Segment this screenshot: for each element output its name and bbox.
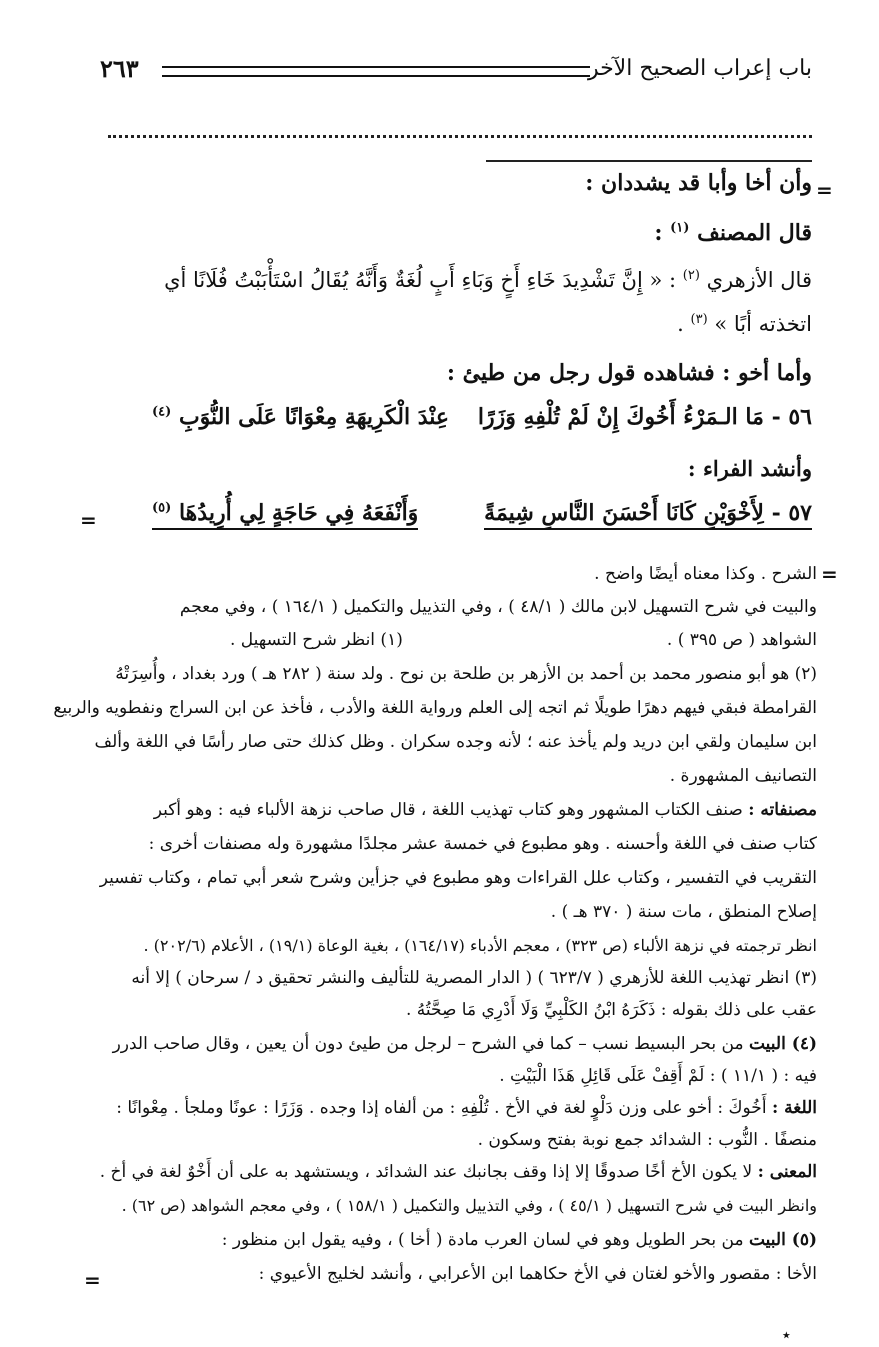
quote-end: . [677,312,684,336]
footnote-line: كتاب صنف في اللغة وأحسنه . وهو مطبوع في خمسة عشر مجلدًا مشهورة وله مصنفات أخرى : [148,834,817,854]
footnote-3-line: (٣) انظر تهذيب اللغة للأزهري ( ٦٢٣/٧ ) ( الدار المصرية للتأليف والنشر تحقيق د / سرحان ) إلا أنه [131,968,817,988]
footnote-line: والبيت في شرح التسهيل لابن مالك ( ٤٨/١ ) ، وفي التذييل والتكميل ( ١٦٤/١ ) ، وفي معجم [179,597,817,617]
footnote-5-line [222,1230,817,1250]
footnote-line [154,800,817,820]
footnote-line: ابن سليمان ولقي ابن دريد ولم يأخذ عنه ؛ لأنه وجده سكران . وظل كذلك حتى صار رأسًا في اللغة وألف [94,732,817,752]
quote-continuation: اتخذته أبًا » [714,312,812,336]
footnote-text: من بحر الطويل وهو في لسان العرب مادة ( أخا ) ، وفيه يقول ابن منظور : [221,1230,744,1250]
verse-56 [132,404,812,438]
author-heading [654,220,812,246]
footnote-line: فيه : ( ١١/١ ) : لَمْ أَقِفْ عَلَى قَائِلِ هَذَا الْبَيْتِ . [499,1066,817,1086]
footnote-4-line [113,1034,817,1054]
page-number: ٢٦٣ [100,54,139,83]
footnote-line: انظر ترجمته في نزهة الألباء (ص ٣٢٣) ، معجم الأدباء (١٦٤/١٧) ، بغية الوعاة (١٩/١) ، الأعلام (٢٠٢/٦) . [143,936,817,955]
footnote-line: التقريب في التفسير ، وكتاب علل القراءات وهو مطبوع في جزأين وشرح شعر أبي تمام ، وكتاب تفسير [99,868,817,888]
footnote-line: إصلاح المنطق ، مات سنة ( ٣٧٠ هـ ) . [550,902,817,922]
footer-mark: ٭ [782,1325,791,1344]
verse-text: عِنْدَ الْكَرِيهَةِ مِعْوَانًا عَلَى النُّوَبِ [178,404,450,430]
author-heading-colon: : [654,220,663,246]
verse-57 [132,500,812,534]
page-header [100,52,812,92]
footnote-2-line: (٢) هو أبو منصور محمد بن أحمد بن الأزهر بن طلحة بن نوح . ولد سنة ( ٢٨٢ هـ ) ورد بغداد ، وأُسِرَتْهُ [115,664,817,684]
quote-intro: قال الأزهري [706,268,812,292]
header-rule [162,66,590,77]
footnote-label: مصنفاته : [748,800,817,820]
footnote-ref: (٣) [690,312,708,327]
margin-mark: = [84,1268,101,1292]
author-heading-text: قال المصنف [697,220,812,246]
verse-first-hemistich [484,500,812,530]
running-title: باب إعراب الصحيح الآخر [587,56,812,81]
footnote-line [100,1162,817,1182]
verse-text: مَا الـمَرْءُ أَخُوكَ إِنْ لَمْ تُلْفِهِ وَزَرًا [477,404,764,430]
footnote-line: الأخا : مقصور والأخو لغتان في الأخ حكاهما ابن الأعرابي ، وأنشد لخليج الأعيوي : [258,1264,817,1284]
footnote-ref: (٤) [152,404,172,420]
quote-text: : « إِنَّ تَشْدِيدَ خَاءِ أَخٍ وَبَاءِ أَبٍ لُغَةٌ وَأَنَّهُ يُقَالُ اسْتَأْبَبْتُ فُلَانًا أي [164,268,677,292]
azhari-quote-line-1 [164,268,812,292]
footnote-ref: (٥) [152,500,172,516]
footnote-line: التصانيف المشهورة . [669,766,817,786]
verse-second-hemistich [152,404,449,430]
footnote-line [116,1098,817,1118]
footnote-label: (٥) البيت [748,1230,817,1250]
footnote-text: أَخُوكَ : أخو على وزن دَلْوٍ لغة في الأخ . تُلْفِهِ : من ألفاه إذا وجده . وَزَرًا : عونًا وملجأ . مِعْوانًا : [116,1098,767,1118]
margin-mark: = [821,562,838,586]
footnote-text: صنف الكتاب المشهور وهو كتاب تهذيب اللغة ، قال صاحب نزهة الألباء فيه : وهو أكبر [153,800,743,820]
footnote-line: القرامطة فبقي فيهم دهرًا طويلًا ثم اتجه إلى العلم ورواية اللغة والأدب ، فأخذ عن ابن السراج ونفطويه والربيع [53,698,817,718]
verse-text: لِأَخْوَيْنِ كَانَا أَحْسَنَ النَّاسِ شِيمَةً [484,500,764,526]
footnote-line: الشواهد ( ص ٣٩٥ ) . [666,630,817,650]
footnote-text: من بحر البسيط نسب – كما في الشرح – لرجل من طيئ دون أن يعين ، وقال صاحب الدرر [112,1034,744,1054]
footnote-1: (١) انظر شرح التسهيل . [230,630,403,650]
footnote-line: منصفًا . النُّوب : الشدائد جمع نوبة بفتح وسكون . [477,1130,817,1150]
akhu-heading: وأما أخو : فشاهده قول رجل من طيئ : [446,360,812,386]
footnote-label: (٤) البيت [748,1034,817,1054]
footnote-text: لا يكون الأخ أخًا صدوقًا إلا إذا وقف بجانبك عند الشدائد ، ويستشهد به على أن أَخْوٌ لغة في أخ . [99,1162,753,1182]
footnote-label: اللغة : [771,1098,817,1118]
footnote-line: وانظر البيت في شرح التسهيل ( ٤٥/١ ) ، وفي التذييل والتكميل ( ١٥٨/١ ) ، وفي معجم الشواهد (ص ٦٢) . [121,1196,817,1215]
footnote-ref: (١) [670,220,690,236]
farra-heading: وأنشد الفراء : [687,456,812,481]
footnote-line: عقب على ذلك بقوله : ذَكَرَهُ ابْنُ الكَلْبِيِّ وَلَا أَدْرِي مَا صِحَّتُهُ . [405,1000,817,1020]
margin-mark: = [80,508,97,532]
verse-number: ٥٧ - [771,500,812,526]
footnote-line: الشرح . وكذا معناه أيضًا واضح . [594,564,817,584]
verse-first-hemistich [478,404,812,430]
verse-number: ٥٦ - [771,404,812,430]
top-separator-line [486,160,812,162]
margin-mark: = [816,178,833,202]
section-heading: وأن أخا وأبا قد يشددان : [585,170,812,196]
azhari-quote-line-2 [677,312,812,336]
footnote-ref: (٢) [682,268,700,283]
verse-second-hemistich [152,500,418,530]
footnote-label: المعنى : [757,1162,817,1182]
verse-text: وَأَنْفَعَهُ فِي حَاجَةٍ لِي أُرِيدُهَا [178,500,419,526]
dotted-separator [108,135,812,138]
